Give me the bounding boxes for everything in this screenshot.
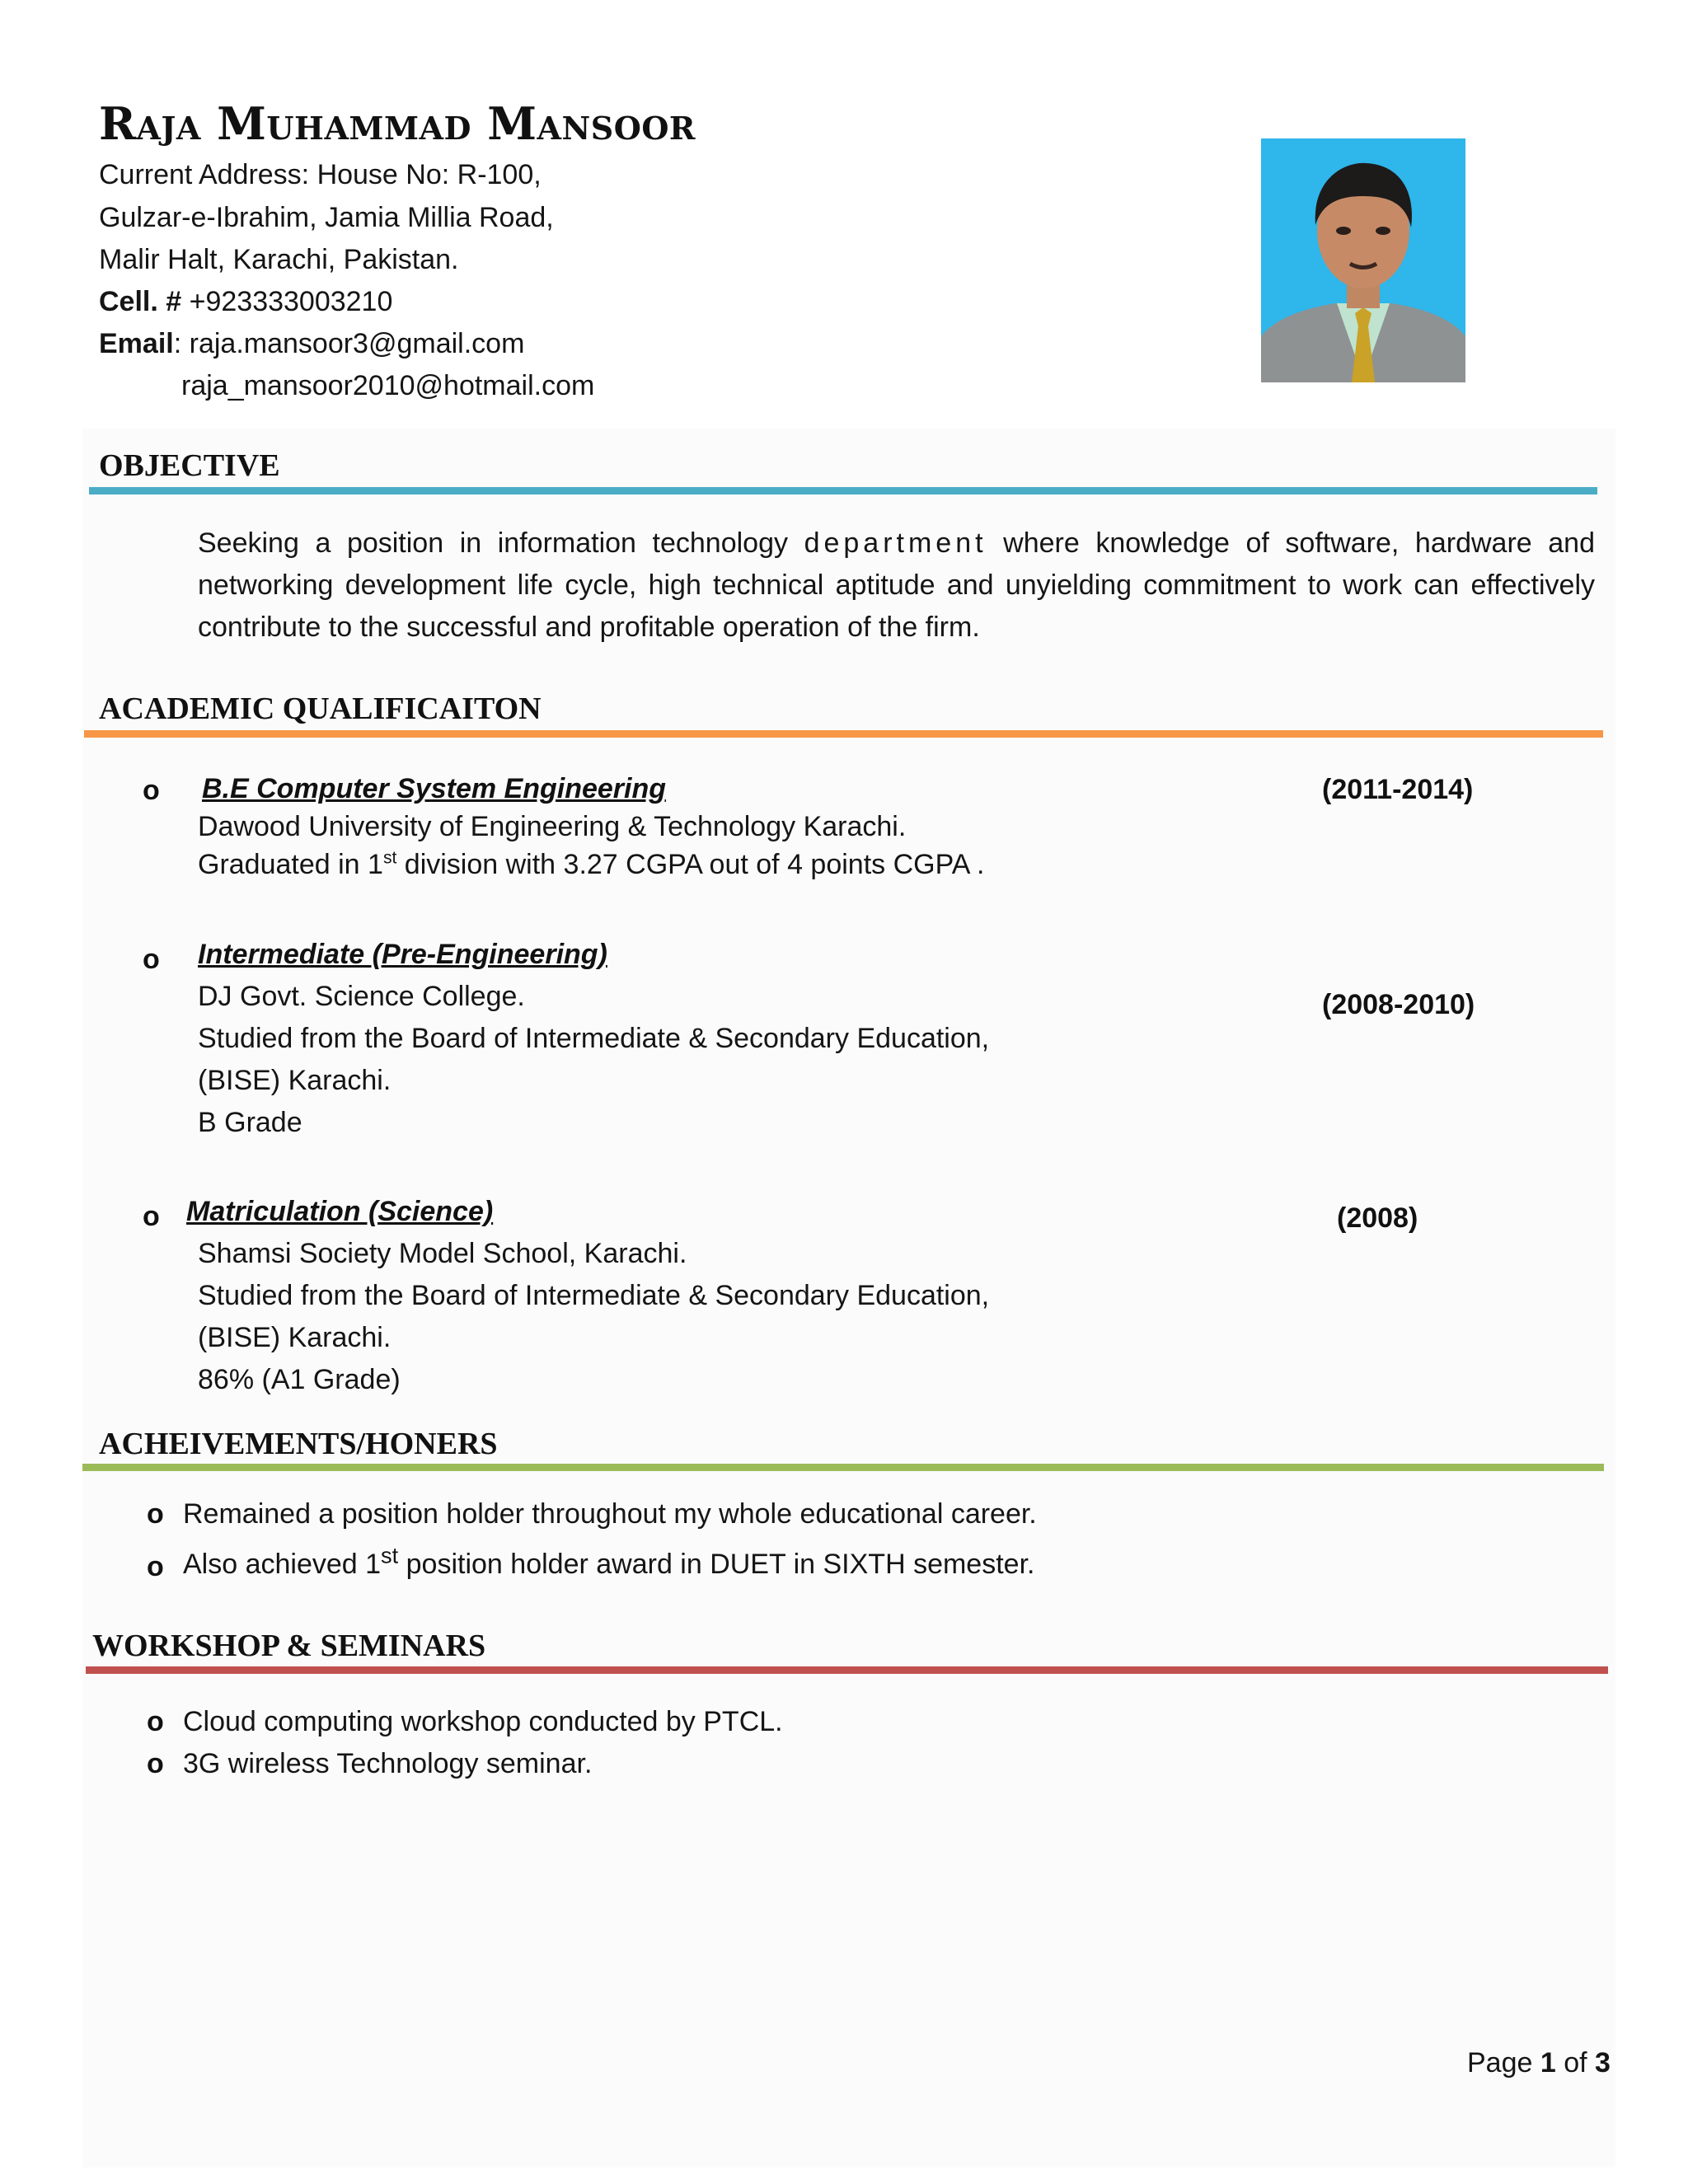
degree-title-be: B.E Computer System Engineering <box>202 773 666 804</box>
candidate-name: Raja Muhammad Mansoor <box>99 97 696 150</box>
objective-text-emphasis: department <box>804 527 987 559</box>
workshop-item-1: Cloud computing workshop conducted by PTCL. <box>183 1706 783 1737</box>
achievement-item-2-end: position holder award in DUET in SIXTH semester. <box>398 1549 1035 1580</box>
address-line-3: Malir Halt, Karachi, Pakistan. <box>99 244 459 275</box>
profile-photo <box>1261 138 1465 382</box>
of-word: of <box>1555 2047 1596 2079</box>
achievement-item-1: Remained a position holder throughout my whole educational career. <box>183 1498 1037 1530</box>
degree-title-intermediate: Intermediate (Pre-Engineering) <box>198 939 607 970</box>
address-line-2: Gulzar-e-Ibrahim, Jamia Millia Road, <box>99 202 554 233</box>
cell-label: Cell <box>99 286 151 317</box>
achievement-item-2 <box>183 1537 1034 1591</box>
result-be-start: Graduated in 1 <box>198 849 383 880</box>
workshop-item-2: 3G wireless Technology seminar. <box>183 1748 593 1779</box>
board-city-intermediate: (BISE) Karachi. <box>198 1065 392 1096</box>
page-word: Page <box>1467 2047 1540 2079</box>
section-heading-objective: OBJECTIVE <box>99 448 280 483</box>
email-secondary[interactable]: raja_mansoor2010@hotmail.com <box>181 370 595 401</box>
objective-paragraph <box>198 523 1595 649</box>
total-pages: 3 <box>1595 2047 1611 2079</box>
degree-years-intermediate: (2008-2010) <box>1322 989 1475 1020</box>
bullet-marker: o <box>143 944 160 975</box>
objective-text-start: Seeking a position in information technology <box>198 527 804 559</box>
email-label: Email <box>99 328 174 359</box>
bullet-marker: o <box>147 1748 164 1779</box>
address-line-1: Current Address: House No: R-100, <box>99 159 542 190</box>
section-rule-academic <box>84 730 1603 738</box>
cell-separator: . # <box>150 286 190 317</box>
grade-intermediate: B Grade <box>198 1107 302 1138</box>
bullet-marker: o <box>147 1706 164 1737</box>
degree-years-be: (2011-2014) <box>1322 774 1474 805</box>
achievement-item-2-start: Also achieved 1 <box>183 1549 382 1580</box>
section-rule-achievements <box>82 1464 1604 1471</box>
email-separator: : <box>173 328 190 359</box>
bullet-marker: o <box>147 1498 164 1530</box>
cell-number: +923333003210 <box>189 286 393 317</box>
board-matriculation: Studied from the Board of Intermediate & Secondary Education, <box>198 1280 990 1311</box>
section-heading-achievements: ACHEIVEMENTS/HONERS <box>99 1427 498 1461</box>
board-city-matriculation: (BISE) Karachi. <box>198 1322 392 1353</box>
bullet-marker: o <box>143 1201 160 1232</box>
objective-text-end: where knowledge of software, hardware and networking development life cycle, high technical aptitude and unyielding commitment to work can effectively contribute to the successful and profitable operation of the firm. <box>198 527 1595 643</box>
institution-matriculation: Shamsi Society Model School, Karachi. <box>198 1238 687 1269</box>
section-rule-objective <box>89 487 1597 494</box>
bullet-marker: o <box>147 1551 164 1582</box>
page-number-footer <box>1467 2047 1611 2079</box>
portrait-illustration <box>1261 138 1465 382</box>
grade-matriculation: 86% (A1 Grade) <box>198 1364 401 1395</box>
section-rule-workshops <box>86 1666 1608 1674</box>
degree-years-matriculation: (2008) <box>1337 1202 1418 1234</box>
current-page: 1 <box>1540 2047 1556 2079</box>
email-primary[interactable]: raja.mansoor3@gmail.com <box>189 328 525 359</box>
section-heading-workshops: WORKSHOP & SEMINARS <box>92 1629 486 1663</box>
result-be-end: division with 3.27 CGPA out of 4 points CGPA . <box>396 849 985 880</box>
result-be <box>198 849 984 881</box>
email-line <box>99 323 524 365</box>
degree-title-matriculation: Matriculation (Science) <box>186 1196 494 1227</box>
board-intermediate: Studied from the Board of Intermediate & Secondary Education, <box>198 1023 990 1054</box>
section-heading-academic: ACADEMIC QUALIFICAITON <box>99 691 542 726</box>
bullet-marker: o <box>143 775 160 806</box>
institution-intermediate: DJ Govt. Science College. <box>198 981 525 1012</box>
institution-be: Dawood University of Engineering & Technology Karachi. <box>198 811 907 842</box>
result-be-superscript: st <box>382 848 397 868</box>
cell-line <box>99 281 392 323</box>
achievement-item-2-superscript: st <box>381 1542 399 1568</box>
